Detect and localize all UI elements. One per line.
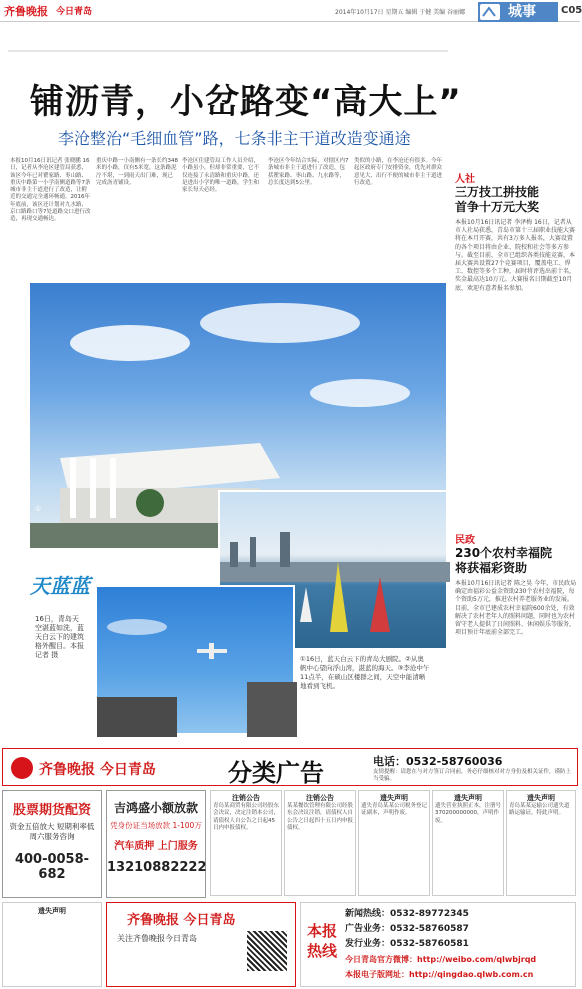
hotline-delivery: 发行业务：0532-58760581	[345, 939, 469, 949]
article-column-5: 类似的小路，在李沧还有很多。今年起区政府专门安排资金，优先对群众意见大、出行不便的城市非主干道进行改造。	[354, 158, 443, 186]
sidebar-title-1b: 首争十万元大奖	[455, 200, 540, 214]
sidebar-tag-2: 民政	[455, 535, 475, 546]
photo-caption-mid: ①16日，蓝天白云下的青岛大剧院。②从奥帆中心望向浮山湾，湛蓝的海天。③李沧中午11点半，在硕山区楼群之间，天空中能清晰地看到飞机。	[300, 655, 430, 690]
classified-notice: 友情提醒：请您在与对方签订合同前，务必仔细核对对方身份及相关证件，谨防上当受骗。	[373, 769, 572, 782]
classified-logo: 齐鲁晚报 今日青岛	[39, 762, 156, 778]
notice-text: 遗失青岛某某公司税务登记证副本，声明作废。	[361, 803, 428, 817]
notice-title: 注销公告	[306, 794, 334, 802]
notice-text: 青岛某商贸有限公司经股东会决议，决定注销本公司，请债权人自公告之日起45日内申报债权。	[213, 803, 280, 831]
subheadline: 李沧整治“毛细血管”路，七条非主干道改造变通途	[58, 129, 411, 148]
page-header	[0, 0, 580, 22]
notice-box-4	[432, 790, 504, 896]
ad-stock-title: 股票期货配资	[12, 803, 91, 818]
notice-box-5	[506, 790, 576, 896]
ad-loan-phone: 13210882222	[107, 860, 207, 875]
ad-stock-sub: 资金五倍放大 短期利率低 周六服务咨询	[9, 822, 95, 841]
article-column-1: 本报10月16日讯记者 张晓鹏 16日，记者从李沧区建管局获悉，该区今年已对瞿家路、枣山路、重庆中路第一小学南侧道路等7条城市非主干道进行了改造，让附近的交通完全通环畅通。2016年年底前，该区还计划对九水路、京口路路口等7处道路交口进行改造，再现交通畅达。	[10, 158, 91, 223]
hotline-weibo: 今日青岛官方微博：http://weibo.com/qlwbjrqd	[345, 955, 537, 964]
article-column-2: 重庆中路一小南侧有一条长约348米的小路，仅有5米宽，这条路泥泞不堪，一到雨天出门难，现已完成沥青铺设。	[96, 158, 178, 186]
notice-text: 青岛某某运输公司遗失道路运输证，特此声明。	[509, 803, 570, 817]
notice-grid	[210, 790, 576, 898]
ad-stock	[2, 790, 102, 898]
sidebar-title-2b: 将获福彩资助	[455, 561, 528, 575]
issue-meta: 2014年10月17日 星期五 编辑 于健 美编 谷丽娜	[335, 9, 466, 16]
notice-box-3	[358, 790, 430, 896]
hotline-ads: 广告业务：0532-58760587	[345, 924, 469, 934]
hotline-lines	[345, 907, 536, 982]
notice-title: 遗失声明	[527, 794, 555, 802]
sidebar-title-2a: 230个农村幸福院	[455, 546, 553, 560]
classified-title: 分类广告	[228, 759, 324, 787]
article-column-4: 李沧区今年结合实际，对辖区内7条城市非主干道进行了改造，包括瞿家路、枣山路、九水路等，总长度达到5公里。	[268, 158, 349, 186]
notice-text: 某某餐饮管理有限公司经股东会决议注销，请债权人自公告之日起四十五日内申报债权。	[287, 803, 354, 831]
notice-box-2	[284, 790, 356, 896]
wechat-logo: 齐鲁晚报 今日青岛	[127, 913, 236, 928]
ad-stock-phone: 400-0058-682	[14, 852, 90, 882]
photo-caption-left: 16日，青岛天空湛蓝如洗，蓝天白云下的建筑格外醒目。本报记者 摄	[35, 615, 84, 659]
classified-section	[0, 748, 580, 989]
lost-notice	[2, 902, 102, 987]
photo-plane	[95, 585, 295, 735]
brand-icon	[11, 757, 33, 779]
photo-feature-label: 天蓝蓝	[30, 574, 90, 598]
hotline-label: 本报热线	[307, 922, 338, 960]
wechat-promo	[106, 902, 296, 987]
lost-title: 遗失声明	[38, 907, 66, 915]
qr-code-icon	[247, 931, 287, 971]
article-column-3: 李沧区住建管局工作人员介绍，小路虽小，但却非常重要，它不仅连接了永清路和重庆中路，还是进出小学的唯一道路，学生和家长每天必经。	[182, 158, 260, 194]
newspaper-logo: 齐鲁晚报	[4, 5, 48, 18]
ad-loan-title: 吉鸿盛小额放款	[113, 801, 198, 815]
classified-phone: 电话：0532-58760036	[373, 755, 503, 768]
hotline-news: 新闻热线：0532-89772345	[345, 909, 469, 919]
ad-loan-sub: 凭身份证当场放款 1-100万	[110, 821, 202, 830]
photo-number-1: ①	[35, 505, 42, 513]
notice-text: 遗失营业执照正本，注册号370200000000，声明作废。	[435, 803, 502, 824]
sidebar-text-1: 本报10月16日讯记者 李泽梅 16日，记者从市人社局获悉，青岛市第十三届职业技能大赛将在本月开赛，共有3万多人报名，大赛设置的各个项目将由企业、院校和社会等多方参与。截至目前，全市已组织各类技能竞赛，本届大赛共设置27个竞赛项目，覆盖电工、焊工、数控等多个工种，届时将评选出前十名，奖金最高达10万元。大赛报名日期截至10月底，欢迎有意者报名参加。	[455, 219, 576, 292]
hotline-web: 本报电子版网址：http://qingdao.qlwb.com.cn	[345, 970, 534, 979]
sidebar-text-2: 本报10月16日讯记者 陈之昊 今年，市民政局确定由福彩公益金资助230个农村幸福院，每个资助5万元，推进农村养老服务业的发展。目前，全市已建成农村幸福院600余处，有效解决了农村老年人的照料问题，同时也为农村留守老人提供了日间照料、休闲娱乐等服务，项目预计年底前全部完工。	[455, 580, 577, 637]
notice-title: 遗失声明	[380, 794, 408, 802]
sidebar-tag-1: 人社	[455, 174, 475, 185]
notice-title: 遗失声明	[454, 794, 482, 802]
notice-title: 注销公告	[232, 794, 260, 802]
sidebar	[455, 160, 577, 745]
sidebar-title-1a: 三万技工拼技能	[455, 185, 540, 199]
ad-loan-sub2: 汽车质押 上门服务	[114, 841, 198, 852]
notice-box-1	[210, 790, 282, 896]
divider	[8, 50, 448, 52]
hotline-box	[300, 902, 576, 987]
section-icon	[480, 4, 500, 20]
ad-loan	[106, 790, 206, 898]
headline: 铺沥青，小岔路变“高大上”	[30, 82, 462, 122]
wechat-text: 关注齐鲁晚报今日青岛	[117, 934, 197, 943]
newspaper-sublogo: 今日青岛	[56, 7, 93, 17]
section-label: 城事	[478, 2, 558, 22]
page-number: C05	[561, 5, 582, 16]
classified-banner	[2, 748, 578, 786]
